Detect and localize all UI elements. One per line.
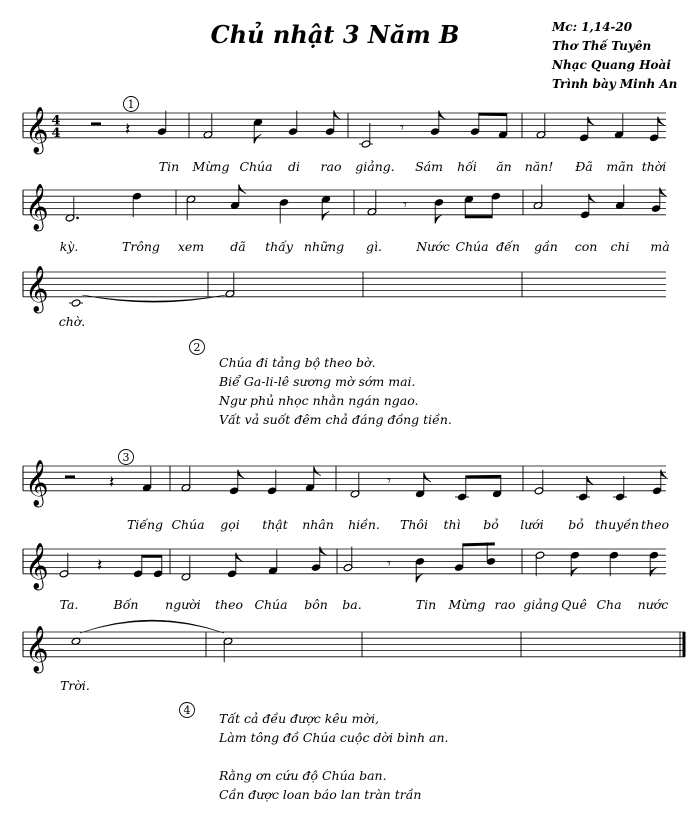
- quarter-rest: 𝄽: [109, 472, 115, 493]
- note: [267, 470, 277, 495]
- lyric-syllable: bỏ: [568, 517, 584, 532]
- lyric-syllable: hối: [457, 159, 477, 174]
- note-flag: [416, 573, 423, 582]
- note-flag: [254, 134, 261, 143]
- note: [321, 195, 331, 220]
- lyric-syllable: Nước: [416, 239, 450, 254]
- lyric-syllable: giảng: [523, 597, 559, 612]
- note: [359, 123, 373, 148]
- lyric-syllable: bỏ: [483, 517, 499, 532]
- lyric-syllable: Mừng: [192, 159, 230, 174]
- lyric-syllable: Tiếng: [126, 517, 164, 532]
- note-flag: [650, 567, 657, 576]
- lyric-syllable: theo: [641, 517, 669, 532]
- slur: [82, 295, 226, 302]
- note: [305, 467, 321, 492]
- lyric-syllable: đến: [496, 239, 520, 254]
- final-barline-thick: [683, 632, 686, 657]
- lyric-syllable: rao: [320, 159, 342, 174]
- note: [203, 114, 213, 139]
- lyric-syllable: nước: [637, 597, 669, 612]
- note: [615, 185, 625, 210]
- section-number: 1: [127, 98, 135, 111]
- note: [225, 273, 235, 298]
- lyric-syllable: Chúa: [455, 239, 489, 254]
- note: [534, 470, 544, 495]
- eighth-rest: 𝄾: [400, 118, 404, 137]
- note: [133, 555, 143, 578]
- eighth-rest: 𝄾: [387, 471, 391, 490]
- note: [253, 118, 263, 143]
- time-signature-top: 4: [51, 113, 61, 129]
- note: [576, 476, 594, 501]
- note-flag: [587, 476, 594, 485]
- treble-clef: 𝄞: [25, 106, 49, 153]
- lyric-syllable: Đã: [575, 159, 593, 174]
- lyric-syllable: gì.: [366, 239, 382, 254]
- verse-4-text: [219, 709, 448, 804]
- lyric-syllable: dã: [230, 239, 246, 254]
- note-flag: [334, 111, 341, 120]
- slur: [80, 620, 224, 633]
- note: [535, 551, 545, 576]
- note-flag: [589, 194, 596, 203]
- note-flag: [435, 214, 442, 223]
- note-flag: [439, 111, 446, 120]
- note: [268, 550, 278, 575]
- lyric-syllable: Trông: [122, 239, 160, 254]
- lyric-syllable: Ta.: [59, 597, 79, 612]
- note: [142, 467, 152, 492]
- treble-clef: 𝄞: [25, 459, 49, 506]
- verse-line: Cần được loan báo lan tràn trần: [219, 787, 422, 802]
- notehead: [71, 299, 81, 307]
- note: [536, 114, 546, 139]
- verse-line: Vất vả suốt đêm chả đáng đồng tiền.: [219, 412, 452, 427]
- lyric-syllable: thời: [641, 159, 667, 174]
- note-flag: [661, 470, 668, 479]
- note-flag: [314, 467, 321, 476]
- lyric-syllable: di: [288, 159, 300, 174]
- song-title: Chủ nhật 3 Năm B: [210, 20, 460, 49]
- section-number: 2: [193, 341, 201, 354]
- beam: [465, 215, 492, 218]
- note: [533, 185, 543, 210]
- note: [613, 476, 627, 501]
- verse-line: [219, 747, 448, 766]
- note-flag: [236, 553, 243, 562]
- lyric-syllable: Chúa: [171, 517, 205, 532]
- verse-line: Ngư phủ nhọc nhằn ngán ngao.: [219, 393, 419, 408]
- note: [498, 113, 508, 139]
- quarter-rest: 𝄽: [125, 119, 131, 140]
- lyric-syllable: Sám: [415, 159, 443, 174]
- note: [181, 467, 191, 492]
- lyric-syllable: năn!: [524, 159, 554, 174]
- note: [570, 551, 580, 576]
- note: [609, 551, 619, 576]
- note: [279, 198, 289, 223]
- note-flag: [571, 567, 578, 576]
- scripture-reference: Mc: 1,14-20: [552, 20, 633, 34]
- note-flag: [239, 185, 246, 194]
- lyric-syllable: Thôi: [400, 517, 428, 532]
- note: [65, 197, 79, 222]
- lyric-syllable: mà: [650, 239, 670, 254]
- note: [343, 547, 353, 572]
- note: [614, 114, 624, 139]
- note: [230, 185, 246, 210]
- augmentation-dot: [76, 217, 79, 220]
- composer-credit: Nhạc Quang Hoài: [552, 58, 671, 72]
- note: [181, 556, 191, 581]
- time-signature-bottom: 4: [51, 125, 61, 141]
- lyric-syllable: Quê: [561, 597, 587, 612]
- beam: [463, 542, 495, 546]
- lyric-syllable: gần: [534, 239, 558, 254]
- note: [288, 111, 298, 136]
- note: [491, 192, 501, 218]
- note: [69, 299, 83, 307]
- note: [367, 191, 377, 216]
- lyric-syllable: hiền.: [348, 517, 380, 532]
- section-number: 4: [183, 704, 191, 717]
- treble-clef: 𝄞: [25, 542, 49, 589]
- treble-clef: 𝄞: [25, 625, 49, 672]
- lyric-syllable: xem: [177, 239, 205, 254]
- beam: [466, 475, 501, 478]
- note: [350, 473, 360, 498]
- lyric-syllable: Bốn: [113, 597, 139, 612]
- lyric-syllable: Mừng: [448, 597, 486, 612]
- note: [186, 195, 196, 220]
- lyric-syllable: người: [165, 597, 201, 612]
- note: [157, 111, 167, 136]
- note-flag: [424, 473, 431, 482]
- lyric-syllable: rao: [494, 597, 516, 612]
- verse-line: Làm tông đồ Chúa cuộc dời bình an.: [219, 730, 449, 745]
- lyric-syllable: Tin: [415, 597, 437, 612]
- lyric-syllable: kỳ.: [59, 239, 79, 254]
- lyric-syllable: Chúa: [254, 597, 288, 612]
- note: [223, 637, 233, 662]
- lyric-syllable: con: [574, 239, 598, 254]
- section-number: 3: [122, 451, 130, 464]
- lyric-syllable: Trời.: [60, 678, 90, 693]
- note-flag: [660, 188, 667, 197]
- note: [153, 555, 163, 578]
- lyric-syllable: gọi: [220, 517, 240, 532]
- note-flag: [658, 117, 665, 126]
- note-flag: [320, 547, 327, 556]
- lyric-syllable: ăn: [496, 159, 512, 174]
- lyric-syllable: thấy: [265, 239, 293, 254]
- lyric-syllable: thì: [443, 517, 461, 532]
- verse-2-text: [219, 353, 452, 429]
- eighth-rest: 𝄾: [403, 195, 407, 214]
- lyric-syllable: chi: [610, 239, 630, 254]
- lyric-syllable: chờ.: [58, 314, 86, 329]
- lyric-syllable: mãn: [606, 159, 634, 174]
- note-flag: [322, 211, 329, 220]
- note: [455, 475, 469, 501]
- lyric-syllable: giảng.: [355, 159, 395, 174]
- verse-line: Rằng ơn cứu độ Chúa ban.: [219, 768, 387, 783]
- lyric-syllable: thật: [262, 517, 288, 532]
- arranger-credit: Trình bày Minh An: [552, 77, 678, 91]
- verse-line: Chúa đi tảng bộ theo bờ.: [219, 355, 376, 370]
- lyric-syllable: những: [303, 239, 345, 254]
- note: [434, 198, 444, 223]
- verse-line: Biể Ga-li-lê sương mờ sớm mai.: [219, 374, 416, 389]
- treble-clef: 𝄞: [25, 265, 49, 312]
- half-rest: [65, 475, 75, 478]
- lyric-syllable: thuyền: [595, 517, 639, 532]
- note: [132, 192, 142, 217]
- note-flag: [588, 117, 595, 126]
- note: [470, 113, 480, 136]
- lyric-syllable: ba.: [342, 597, 362, 612]
- note: [415, 473, 431, 498]
- lyric-syllable: lưới: [520, 517, 544, 532]
- note: [59, 553, 69, 578]
- quarter-rest: 𝄽: [97, 555, 103, 576]
- treble-clef: 𝄞: [25, 183, 49, 230]
- half-rest: [91, 122, 101, 125]
- lyricist-credit: Thơ Thế Tuyên: [552, 39, 652, 53]
- lyric-syllable: Chúa: [239, 159, 273, 174]
- lyric-syllable: Tin: [158, 159, 180, 174]
- note: [454, 543, 464, 571]
- beam: [142, 555, 162, 558]
- note: [649, 551, 659, 576]
- lyric-syllable: Cha: [596, 597, 622, 612]
- lyric-syllable: theo: [215, 597, 243, 612]
- note: [415, 557, 425, 582]
- note: [486, 542, 496, 565]
- note-flag: [238, 470, 245, 479]
- beam: [479, 113, 507, 116]
- verse-line: Tất cả đều được kêu mời,: [219, 711, 380, 726]
- lyric-syllable: nhân: [302, 517, 334, 532]
- eighth-rest: 𝄾: [387, 554, 391, 573]
- lyric-syllable: bôn: [304, 597, 328, 612]
